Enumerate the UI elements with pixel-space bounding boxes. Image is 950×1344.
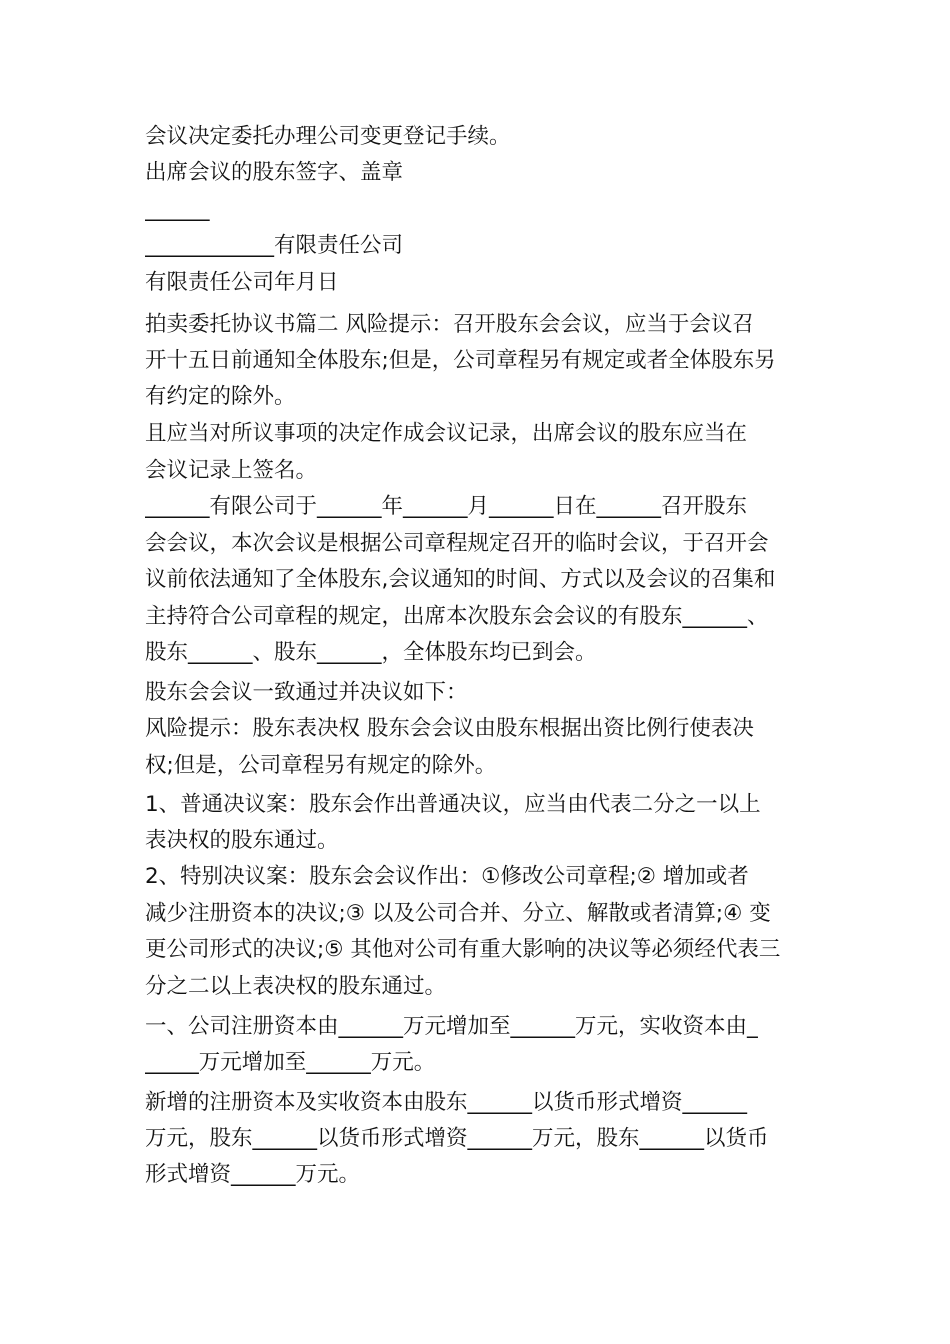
text-line: 分之二以上表决权的股东通过。: [145, 974, 447, 999]
text-line: ______有限公司于______年______月______日在______召开股东: [145, 494, 748, 519]
text-line: 有约定的除外。: [145, 384, 296, 409]
text-line: 表决权的股东通过。: [145, 828, 339, 853]
text-line: 股东______、股东______，全体股东均已到会。: [145, 640, 597, 665]
text-line: 议前依法通知了全体股东,会议通知的时间、方式以及会议的召集和: [145, 567, 776, 592]
text-line: 会议决定委托办理公司变更登记手续。: [145, 124, 511, 149]
company-name-blank: ____________有限责任公司: [145, 233, 404, 258]
text-line: 拍卖委托协议书篇二 风险提示：召开股东会会议，应当于会议召: [145, 312, 754, 337]
text-line: 权;但是，公司章程另有规定的除外。: [145, 753, 497, 778]
text-line: 减少注册资本的决议;③ 以及公司合并、分立、解散或者清算;④ 变: [145, 901, 771, 926]
text-line: 新增的注册资本及实收资本由股东______以货币形式增资______: [145, 1090, 748, 1115]
text-line: 且应当对所议事项的决定作成会议记录，出席会议的股东应当在: [145, 421, 748, 446]
text-line: 主持符合公司章程的规定，出席本次股东会会议的有股东______、: [145, 604, 769, 629]
text-line: 万元，股东______以货币形式增资______万元，股东______以货币: [145, 1126, 769, 1151]
text-line: 风险提示：股东表决权 股东会会议由股东根据出资比例行使表决: [145, 716, 754, 741]
text-line: 股东会会议一致通过并决议如下：: [145, 680, 468, 705]
text-line: 一、公司注册资本由______万元增加至______万元，实收资本由_: [145, 1014, 758, 1039]
text-line: 会会议，本次会议是根据公司章程规定召开的临时会议，于召开会: [145, 531, 769, 556]
text-line: 1、普通决议案：股东会作出普通决议，应当由代表二分之一以上: [145, 792, 761, 817]
text-line: 会议记录上签名。: [145, 458, 318, 483]
text-line: 形式增资______万元。: [145, 1162, 361, 1187]
signature-blank: ______: [145, 197, 210, 222]
text-line: 出席会议的股东签字、盖章: [145, 160, 404, 185]
text-line: _____万元增加至______万元。: [145, 1050, 436, 1075]
text-line: 开十五日前通知全体股东;但是，公司章程另有规定或者全体股东另: [145, 348, 776, 373]
text-line: 更公司形式的决议;⑤ 其他对公司有重大影响的决议等必须经代表三: [145, 937, 781, 962]
text-line: 2、特别决议案：股东会会议作出：①修改公司章程;② 增加或者: [145, 864, 749, 889]
text-line: 有限责任公司年月日: [145, 270, 339, 295]
